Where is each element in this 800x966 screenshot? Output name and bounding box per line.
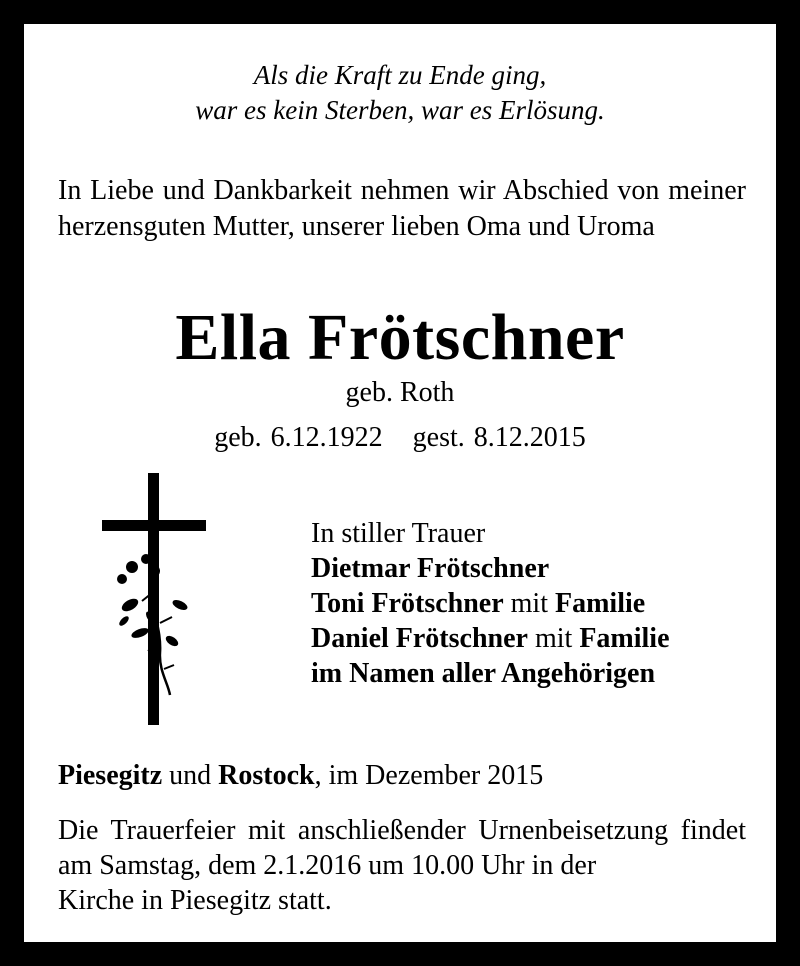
- mourner-conj: mit: [503, 588, 555, 619]
- motto: [0, 58, 800, 128]
- cross-horizontal-beam: [102, 520, 206, 531]
- service-line-2: Kirche in Piesegitz statt.: [58, 885, 332, 916]
- service-line-1: Die Trauerfeier mit anschließender Urnenbeisetzung findet am Samstag, dem 2.1.2016 um 10.00 Uhr in der: [58, 815, 746, 881]
- mourner-line-2: [311, 586, 670, 621]
- cross-with-rose-icon: [102, 473, 206, 725]
- place-and-date: [58, 758, 543, 794]
- mourner-line-1: Dietmar Frötschner: [311, 553, 550, 584]
- mourner-name-daniel: Daniel Frötschner: [311, 623, 528, 654]
- mourners-heading: In stiller Trauer: [311, 518, 486, 549]
- service-info: [58, 813, 746, 918]
- birth-date: geb. 6.12.1922: [214, 422, 383, 453]
- mourner-line-4: im Namen aller Angehörigen: [311, 658, 656, 689]
- mourner-family: Familie: [554, 588, 646, 619]
- place-date: , im Dezember 2015: [314, 760, 544, 791]
- life-dates: [0, 420, 800, 456]
- maiden-name: geb. Roth: [345, 377, 455, 408]
- deceased-name: Ella Frötschner: [175, 301, 625, 374]
- motto-line-1: Als die Kraft zu Ende ging,: [253, 60, 547, 90]
- intro-text: In Liebe und Dankbarkeit nehmen wir Abschied von meiner herzensguten Mutter, unserer lieben Oma und Uroma: [58, 175, 746, 242]
- place-city-2: Rostock: [218, 760, 315, 791]
- motto-line-2: war es kein Sterben, war es Erlösung.: [195, 95, 605, 125]
- mourner-family: Familie: [579, 623, 670, 654]
- place-city-1: Piesegitz: [58, 760, 163, 791]
- mourner-line-3: [311, 621, 670, 656]
- death-date: gest. 8.12.2015: [412, 422, 586, 453]
- mourners-list: [311, 516, 670, 691]
- place-and: und: [162, 760, 219, 791]
- mourner-conj: mit: [527, 623, 580, 654]
- mourner-name-toni: Toni Frötschner: [311, 588, 504, 619]
